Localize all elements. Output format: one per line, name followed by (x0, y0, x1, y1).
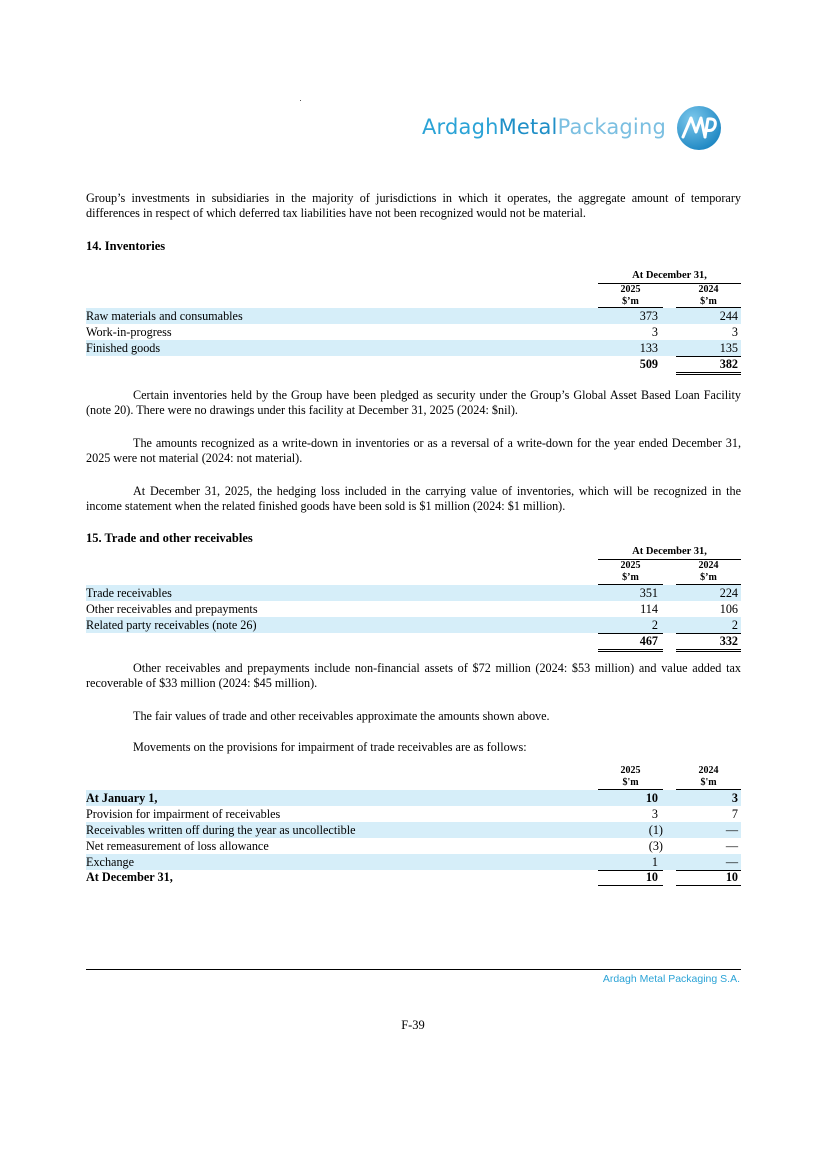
table-total-row: 467 332 (639, 634, 738, 648)
logo-word-metal: Metal (498, 115, 558, 139)
column-header-2024: 2024 $’m (698, 284, 719, 307)
decorative-dot (300, 100, 301, 101)
table-row: Net remeasurement of loss allowance (3) — (86, 839, 738, 853)
footer-company-name: Ardagh Metal Packaging S.A. (602, 973, 740, 985)
table-row: Trade receivables 351 224 (86, 585, 741, 601)
inventories-paragraph-1: Certain inventories held by the Group have been pledged as security under the Group’s Global Asset Based Loan Facility (note 20). There were no drawings under this facility at December 31, 2025 (2024: $nil). (86, 388, 741, 418)
page-number: F-39 (401, 1018, 425, 1032)
logo-word-packaging: Packaging (557, 115, 666, 139)
section-heading-receivables: 15. Trade and other receivables (86, 531, 253, 545)
table-row: Related party receivables (note 26) 2 2 (86, 617, 741, 633)
table-row-closing: At December 31, 10 10 (86, 870, 738, 884)
table-row: Provision for impairment of receivables 3 7 (86, 807, 738, 821)
total-top-rule (676, 356, 741, 357)
total-double-rule (676, 372, 741, 373)
table-row: Other receivables and prepayments 114 106 (86, 602, 738, 616)
receivables-paragraph-1: Other receivables and prepayments include non-financial assets of $72 million (2024: $53 million) and value added tax recoverable of $33 million (2024: $45 million). (86, 661, 741, 691)
table-row-opening: At January 1, 10 3 (86, 790, 741, 806)
footer-rule (86, 969, 741, 970)
receivables-table (86, 546, 741, 651)
company-logo-text (422, 115, 666, 139)
total-double-rule (676, 374, 741, 375)
column-header-2024: 2024 $’m (698, 560, 719, 583)
table-row: Exchange 1 — (86, 854, 741, 870)
inventories-table (86, 270, 741, 375)
column-header-2025: 2025 $’m (620, 284, 641, 307)
column-group-header: At December 31, (632, 546, 707, 557)
inventories-paragraph-2: The amounts recognized as a write-down in inventories or as a reversal of a write-down for the year ended December 31, 2025 were not material (2024: not material). (86, 436, 741, 466)
column-group-header: At December 31, (632, 270, 707, 281)
column-header-2025: 2025 $’m (620, 560, 641, 583)
table-total-row: 509 382 (639, 357, 738, 371)
amp-logo-icon (675, 104, 723, 152)
column-header-2025: 2025 $'m (620, 765, 641, 788)
logo-word-ardagh: Ardagh (421, 115, 499, 139)
inventories-paragraph-3: At December 31, 2025, the hedging loss included in the carrying value of inventories, which will be recognized in the income statement when the related finished goods have been sold is $1 million (2024: $1 million). (86, 484, 741, 514)
receivables-paragraph-2: The fair values of trade and other receivables approximate the amounts shown above. (133, 709, 550, 723)
provisions-table (86, 765, 741, 890)
table-row: Finished goods 133 135 (86, 340, 741, 356)
column-header-2024: 2024 $'m (698, 765, 719, 788)
table-row: Raw materials and consumables 373 244 (86, 308, 741, 324)
receivables-paragraph-3: Movements on the provisions for impairment of trade receivables are as follows: (133, 740, 527, 754)
section-heading-inventories: 14. Inventories (86, 239, 166, 253)
table-row: Receivables written off during the year as uncollectible (1) — (86, 822, 741, 838)
table-row: Work-in-progress 3 3 (86, 325, 738, 339)
intro-paragraph: Group’s investments in subsidiaries in the majority of jurisdictions in which it operates, the aggregate amount of temporary differences in respect of which deferred tax liabilities have not been recognized would not be material. (86, 191, 741, 221)
